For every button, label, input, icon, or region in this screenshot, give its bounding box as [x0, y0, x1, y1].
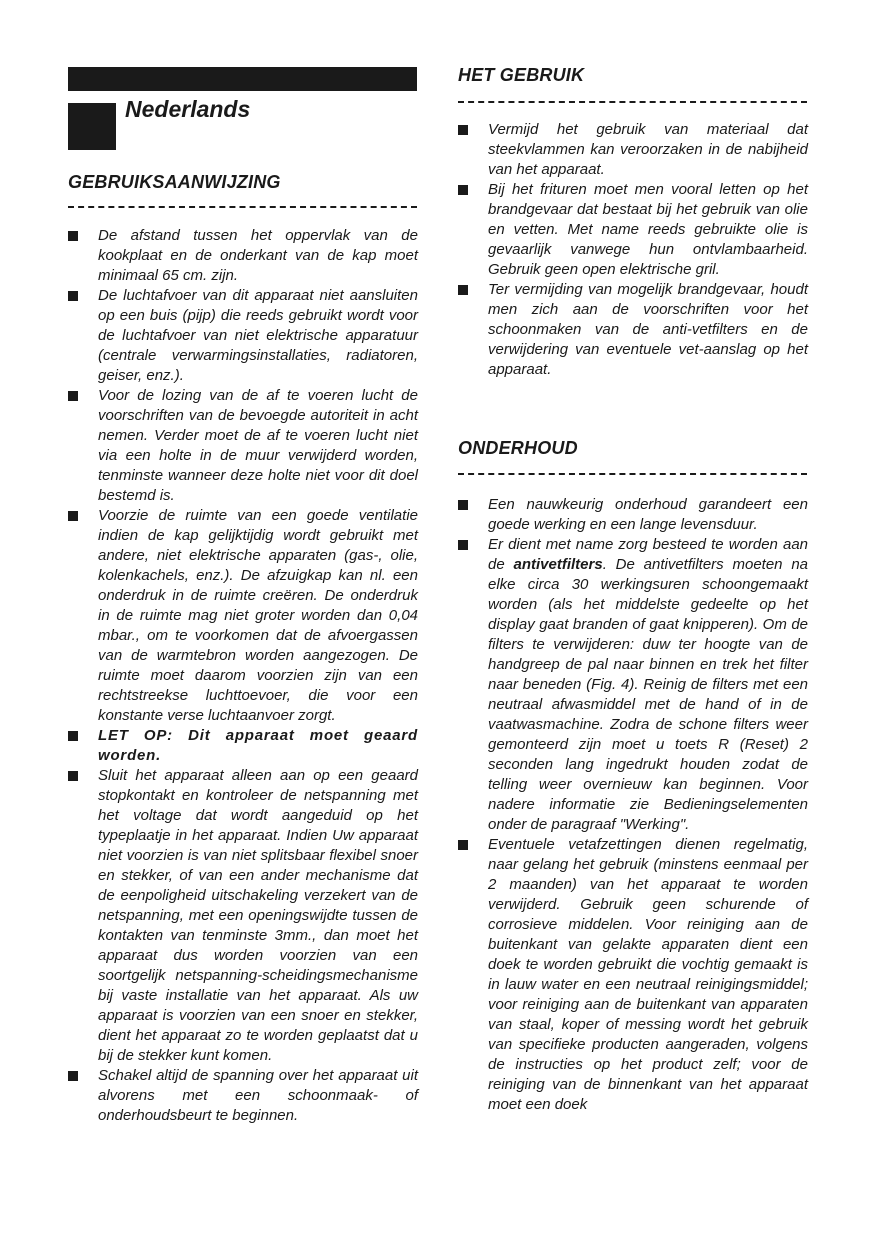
instructions-list: [68, 226, 418, 1126]
list-item: Er dient met name zorg besteed te worden aan de antivetfilters. De antivetfilters moeten na elke circa 30 werkingsuren schoongemaakt worden (als het middelste gedeelte op het display gaat branden of gaat knipperen). Om de filters te verwijderen: duw ter hoogte van de handgreep de pal naar binnen en trek het filter naar beneden (Fig. 4). Reinig de filters met een neutraal afwasmiddel met de hand of in de vaatwasmachine. Zodra de schone filters weer gemonteerd zijn moet u toets R (Reset) 2 seconden lang ingedrukt houden zodat de telling weer overnieuw kan beginnen. Voor nadere informatie zie Bedieningselementen onder de paragraaf "Werking".: [458, 535, 808, 835]
square-bullet-icon: [68, 1071, 78, 1081]
language-marker-block: [68, 103, 116, 150]
list-item: De luchtafvoer van dit apparaat niet aansluiten op een buis (pijp) die reeds gebruikt wordt voor de luchtafvoer van niet elektrische apparatuur (centrale verwarmingsinstallaties, radiatoren, geiser, enz.).: [68, 286, 418, 386]
square-bullet-icon: [68, 231, 78, 241]
maintenance-list: [458, 495, 808, 1115]
section-title-gebruiksaanwijzing: GEBRUIKSAANWIJZING: [68, 172, 281, 192]
warning-item: LET OP: Dit apparaat moet geaard worden.: [68, 726, 418, 766]
square-bullet-icon: [458, 840, 468, 850]
square-bullet-icon: [458, 500, 468, 510]
list-item: Eventuele vetafzettingen dienen regelmatig, naar gelang het gebruik (minstens eenmaal per 2 maanden) van het apparaat te worden verwijderd. Gebruik geen schurende of corrosieve middelen. Voor reiniging aan de buitenkant van gelakte apparaten dient een doek te worden gebruikt die vochtig gemaakt is in lauw water en een neutraal reinigingsmiddel; voor reiniging aan de buitenkant van apparaten van staal, koper of messing wordt het gebruik van specifieke producten aangeraden, volgens de instructies op het product zelf; voor de reiniging van de binnenkant van het apparaat moet een doek: [458, 835, 808, 1115]
usage-list: [458, 120, 808, 380]
list-item: Vermijd het gebruik van materiaal dat steekvlammen kan veroorzaken in de nabijheid van het apparaat.: [458, 120, 808, 180]
square-bullet-icon: [458, 285, 468, 295]
square-bullet-icon: [458, 185, 468, 195]
header-bar: [68, 67, 417, 91]
list-item: Een nauwkeurig onderhoud garandeert een goede werking en een lange levensduur.: [458, 495, 808, 535]
square-bullet-icon: [68, 771, 78, 781]
keyword-antivetfilters: antivetfilters: [513, 556, 603, 573]
language-title: Nederlands: [125, 96, 251, 122]
list-item: Voorzie de ruimte van een goede ventilatie indien de kap gelijktijdig wordt gebruikt met andere, niet elektrische apparaten (gas-, olie, kolenkachels, enz.). De afzuigkap kan nl. een onderdruk in de ruimte creëren. De onderdruk in de ruimte mag niet groter worden dan 0,04 mbar., om te voorkomen dat de afvoergassen van de warmtebron worden aangezogen. De ruimte moet daarom voorzien zijn van een rechtstreekse luchttoevoer, die voor een konstante verse luchtaanvoer zorgt.: [68, 506, 418, 726]
list-item: Ter vermijding van mogelijk brandgevaar, houdt men zich aan de voorschriften voor het schoonmaken van de anti-vetfilters en de verwijdering van eventuele vet-aanslag op het apparaat.: [458, 280, 808, 380]
square-bullet-icon: [458, 125, 468, 135]
square-bullet-icon: [68, 731, 78, 741]
square-bullet-icon: [68, 511, 78, 521]
section-divider: [458, 101, 807, 103]
square-bullet-icon: [68, 291, 78, 301]
section-divider: [68, 206, 417, 208]
list-item: De afstand tussen het oppervlak van de kookplaat en de onderkant van de kap moet minimaal 65 cm. zijn.: [68, 226, 418, 286]
list-item: Bij het frituren moet men vooral letten op het brandgevaar dat bestaat bij het gebruik van olie en vetten. Met name reeds gebruikte olie is gevaarlijk vanwege hun ontvlambaarheid. Gebruik geen open elektrische gril.: [458, 180, 808, 280]
square-bullet-icon: [458, 540, 468, 550]
list-item: Sluit het apparaat alleen aan op een geaard stopkontakt en kontroleer de netspanning met het voltage dat wordt aangeduid op het typeplaatje in het apparaat. Indien Uw apparaat niet voorzien is van niet splitsbaar flexibel snoer en stekker, of van een ander mechanisme dat de eenpoligheid uitschakeling verzekert van de netspanning, met een openingswijdte tussen de kontakten van tenminste 3mm., dan moet het apparaat dus worden voorzien van een soortgelijk netspanning-scheidingsmechanisme bij vaste installatie van het apparaat. Als uw apparaat is voorzien van een snoer en stekker, dient het apparaat zo te worden geplaatst dat u bij de stekker kunt komen.: [68, 766, 418, 1066]
list-item: Voor de lozing van de af te voeren lucht de voorschriften van de bevoegde autoriteit in acht nemen. Verder moet de af te voeren lucht niet via een holte in de muur verwijderd worden, tenminste wanneer deze holte niet voor dit doel bestemd is.: [68, 386, 418, 506]
section-title-het-gebruik: HET GEBRUIK: [458, 65, 585, 85]
square-bullet-icon: [68, 391, 78, 401]
section-divider: [458, 473, 807, 475]
list-item: Schakel altijd de spanning over het apparaat uit alvorens met een schoonmaak- of onderhoudsbeurt te beginnen.: [68, 1066, 418, 1126]
section-title-onderhoud: ONDERHOUD: [458, 438, 578, 458]
